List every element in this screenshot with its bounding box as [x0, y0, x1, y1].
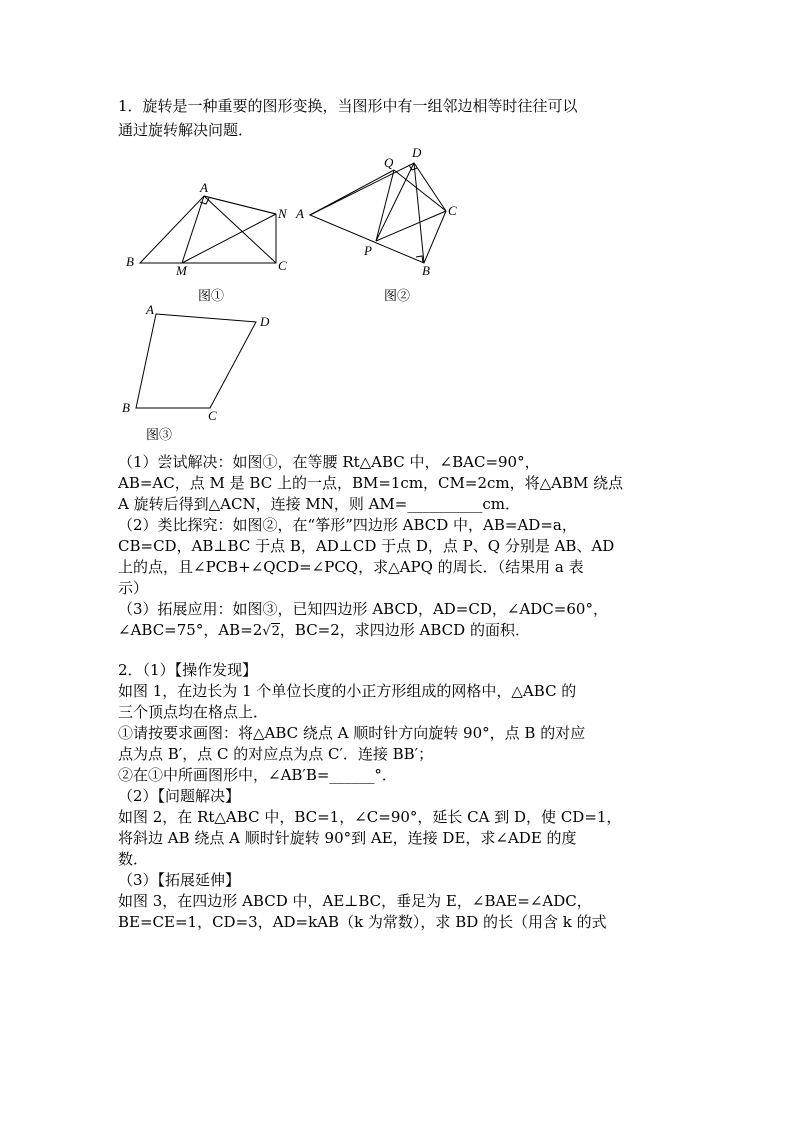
figure-1-caption: 图①	[198, 289, 225, 304]
problem2-line7: （2）【问题解决】	[118, 787, 241, 805]
part2-line4: 示）	[118, 579, 149, 597]
fig3-label-c: C	[208, 408, 217, 420]
problem1-line2: 通过旋转解决问题．	[118, 121, 254, 139]
fig1-label-n: N	[278, 206, 287, 221]
problem2-line6: ②在①中所画图形中，∠AB′B=______°．	[118, 766, 397, 784]
fig2-label-c: C	[448, 203, 457, 218]
sqrt-symbol: √2	[262, 624, 280, 639]
part3-line1: （3）拓展应用：如图③，已知四边形 ABCD，AD=CD，∠ADC=60°，	[118, 600, 608, 618]
problem2-line4: ①请按要求画图：将△ABC 绕点 A 顺时针方向旋转 90°，点 B 的对应	[118, 724, 586, 742]
problem2-line10: 数．	[118, 850, 149, 868]
fig1-label-a: A	[200, 180, 208, 195]
problem2-line2: 如图 1，在边长为 1 个单位长度的小正方形组成的网格中，△ABC 的	[118, 682, 577, 700]
problem2-line3: 三个顶点均在格点上．	[118, 703, 269, 721]
fig2-label-a: A	[296, 206, 304, 221]
part3-line2-b: ，BC=2，求四边形 ABCD 的面积．	[279, 621, 530, 639]
fig1-label-c: C	[278, 258, 287, 273]
figure-3	[118, 302, 288, 420]
sqrt-radicand: 2	[271, 624, 280, 639]
figure-2	[288, 145, 468, 280]
figure-3-diagram	[118, 302, 288, 420]
problem2-line1: 2．（1）【操作发现】	[118, 661, 258, 679]
fig2-outline	[310, 163, 446, 263]
problem2-line8: 如图 2，在 Rt△ABC 中，BC=1，∠C=90°，延长 CA 到 D，使 CD=1，	[118, 808, 622, 826]
fig3-label-a: A	[146, 302, 154, 317]
fig1-label-m: M	[176, 263, 187, 278]
part3-line2-a: ∠ABC=75°，AB=2	[118, 621, 263, 639]
part2-line1: （2）类比探究：如图②，在“筝形”四边形 ABCD 中，AB=AD=a，	[118, 516, 577, 534]
fig1-label-b: B	[126, 254, 134, 269]
problem2-line11: （3）【拓展延伸】	[118, 871, 241, 889]
problem1-line1: 1．旋转是一种重要的图形变换，当图形中有一组邻边相等时往往可以	[118, 97, 578, 115]
figure-2-caption: 图②	[384, 289, 411, 304]
part3-line2	[118, 620, 530, 642]
fig1-outline	[140, 196, 276, 263]
fig3-label-d: D	[260, 314, 270, 329]
problem2-line9: 将斜边 AB 绕点 A 顺时针旋转 90°到 AE，连接 DE，求∠ADE 的度	[118, 829, 577, 847]
figure-1-diagram	[118, 178, 298, 278]
fig3-outline	[136, 314, 256, 408]
part1-line3: A 旋转后得到△ACN，连接 MN，则 AM=__________cm．	[118, 495, 520, 513]
fig3-label-b: B	[122, 400, 130, 415]
fig2-label-b: B	[422, 263, 430, 278]
problem2-line12: 如图 3，在四边形 ABCD 中，AE⊥BC，垂足为 E，∠BAE=∠ADC，	[118, 892, 592, 910]
problem2-line5: 点为点 B′，点 C 的对应点为点 C′．连接 BB′；	[118, 745, 434, 763]
part1-line2: AB=AC，点 M 是 BC 上的一点，BM=1cm，CM=2cm，将△ABM 绕点	[118, 474, 624, 492]
problem2-line13: BE=CE=1，CD=3，AD=kAB（k 为常数），求 BD 的长（用含 k 的式	[118, 913, 607, 931]
fig2-label-q: Q	[384, 155, 394, 170]
figure-3-caption: 图③	[146, 428, 173, 443]
fig2-label-p: P	[364, 243, 372, 258]
fig2-label-d: D	[412, 145, 422, 160]
part2-line3: 上的点，且∠PCB+∠QCD=∠PCQ，求△APQ 的周长．（结果用 a 表	[118, 558, 584, 576]
part2-line2: CB=CD，AB⊥BC 于点 B，AD⊥CD 于点 D，点 P、Q 分别是 AB、AD	[118, 537, 615, 555]
part1-line1: （1）尝试解决：如图①，在等腰 Rt△ABC 中，∠BAC=90°，	[118, 453, 540, 471]
figure-1	[118, 178, 298, 278]
figure-2-diagram	[288, 145, 468, 280]
